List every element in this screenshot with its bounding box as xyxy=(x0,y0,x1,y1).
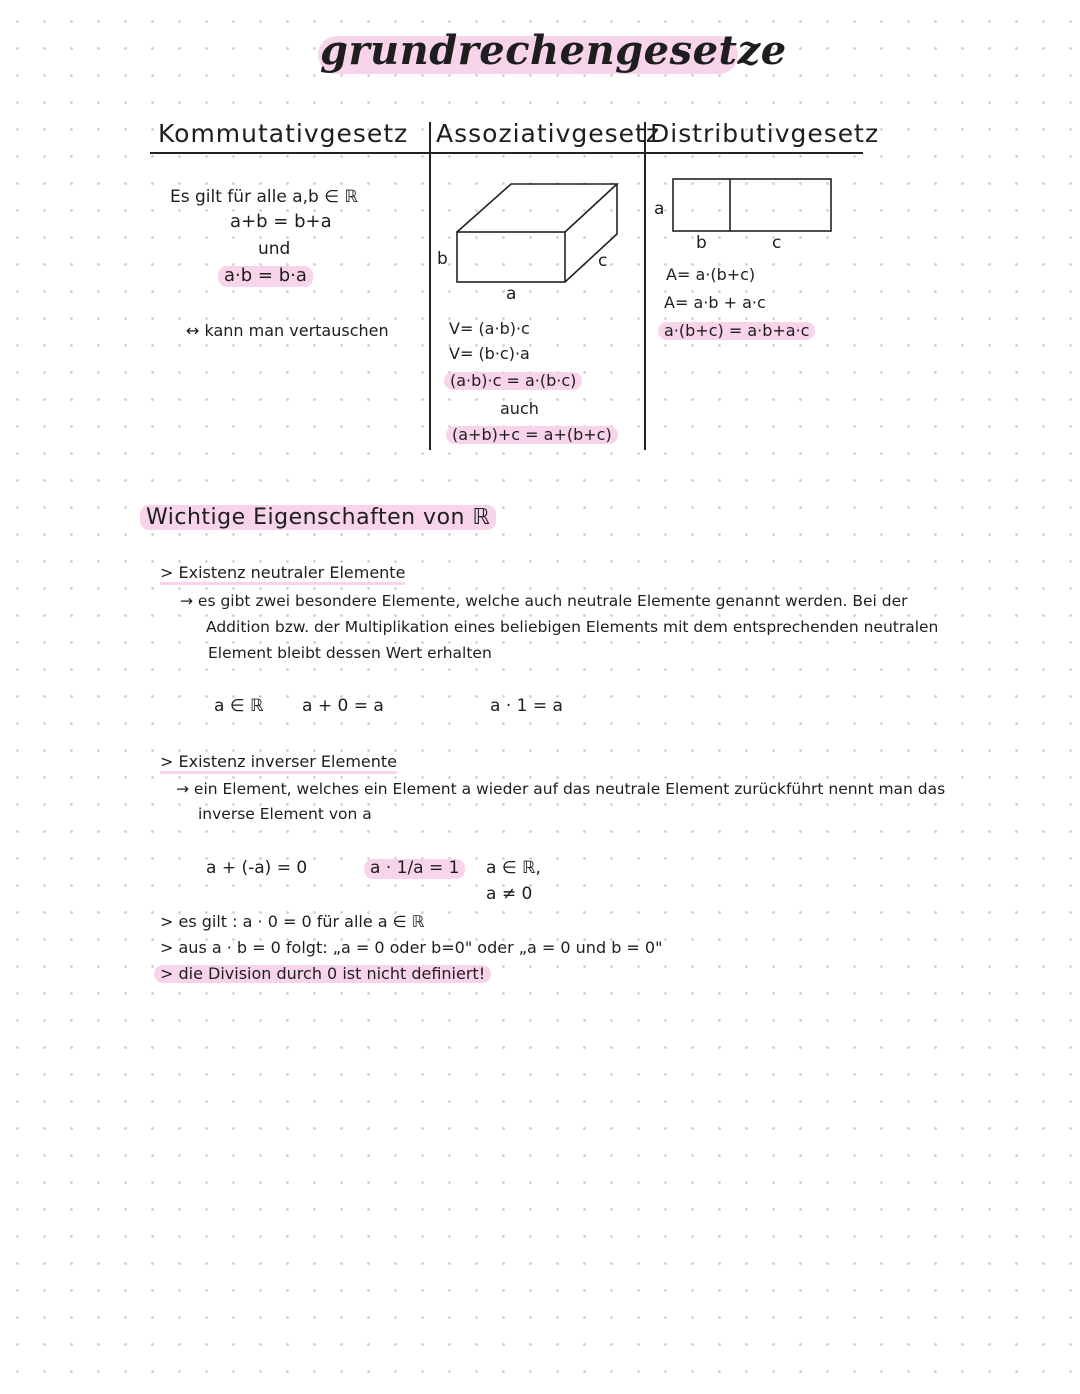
cuboid-top-face xyxy=(457,184,617,232)
assoziativ-line1: V= (a·b)·c xyxy=(449,319,530,338)
kommutativ-line3: und xyxy=(258,239,291,259)
inverse-formula3: a ∈ ℝ, xyxy=(486,858,541,878)
kommutativ-line4: a·b = b·a xyxy=(218,266,313,287)
inverse-formula4: a ≠ 0 xyxy=(486,884,533,904)
page-title: grundrechengesetze xyxy=(320,27,787,74)
rule-1: > es gilt : a · 0 = 0 für alle a ∈ ℝ xyxy=(160,912,425,931)
neutral-text3: Element bleibt dessen Wert erhalten xyxy=(208,644,492,662)
distributiv-line3: a·(b+c) = a·b+a·c xyxy=(658,322,815,340)
neutral-formula2: a + 0 = a xyxy=(302,696,384,716)
rectangle-diagram xyxy=(672,178,834,234)
neutral-title: > Existenz neutraler Elemente xyxy=(160,564,405,585)
kommutativ-heading: Kommutativgesetz xyxy=(158,119,409,148)
assoziativ-line4: auch xyxy=(500,399,539,418)
assoziativ-line3: (a·b)·c = a·(b·c) xyxy=(444,372,582,390)
cuboid-diagram xyxy=(455,180,625,290)
distributiv-line1: A= a·(b+c) xyxy=(666,265,756,284)
assoziativ-label-c: c xyxy=(598,251,608,271)
neutral-formula3: a · 1 = a xyxy=(490,696,563,716)
neutral-text1: → es gibt zwei besondere Elemente, welche auch neutrale Elemente genannt werden. Bei der xyxy=(180,592,908,610)
distributiv-heading: Distributivgesetz xyxy=(650,119,880,148)
header-rule xyxy=(150,152,863,154)
rule-3: > die Division durch 0 ist nicht definiert! xyxy=(154,965,491,983)
kommutativ-note: ↔ kann man vertauschen xyxy=(186,321,389,340)
inverse-text2: inverse Element von a xyxy=(198,805,372,823)
neutral-text2: Addition bzw. der Multiplikation eines beliebigen Elements mit dem entsprechenden neutralen xyxy=(206,618,939,636)
column-divider-1 xyxy=(429,122,431,450)
distributiv-line2: A= a·b + a·c xyxy=(664,293,766,312)
neutral-formula1: a ∈ ℝ xyxy=(214,696,264,716)
assoziativ-label-a: a xyxy=(506,284,517,304)
distributiv-label-c: c xyxy=(772,233,782,253)
rule-2: > aus a · b = 0 folgt: „a = 0 oder b=0" oder „a = 0 und b = 0" xyxy=(160,938,663,957)
inverse-text1: → ein Element, welches ein Element a wieder auf das neutrale Element zurückführt nennt man das xyxy=(176,780,946,798)
inverse-formula2: a · 1/a = 1 xyxy=(364,859,465,879)
kommutativ-line1: Es gilt für alle a,b ∈ ℝ xyxy=(170,187,358,207)
rectangle-outer xyxy=(673,179,831,231)
inverse-title: > Existenz inverser Elemente xyxy=(160,753,397,774)
assoziativ-line5: (a+b)+c = a+(b+c) xyxy=(446,426,618,444)
assoziativ-heading: Assoziativgesetz xyxy=(436,119,660,148)
assoziativ-label-b: b xyxy=(437,249,448,269)
cuboid-side-face xyxy=(565,184,617,282)
cuboid-front-face xyxy=(457,232,565,282)
inverse-formula1: a + (-a) = 0 xyxy=(206,858,308,878)
distributiv-label-a: a xyxy=(654,199,665,219)
distributiv-label-b: b xyxy=(696,233,707,253)
column-divider-2 xyxy=(644,122,646,450)
assoziativ-line2: V= (b·c)·a xyxy=(449,344,530,363)
section2-heading: Wichtige Eigenschaften von ℝ xyxy=(140,505,496,530)
kommutativ-line2: a+b = b+a xyxy=(230,211,332,232)
